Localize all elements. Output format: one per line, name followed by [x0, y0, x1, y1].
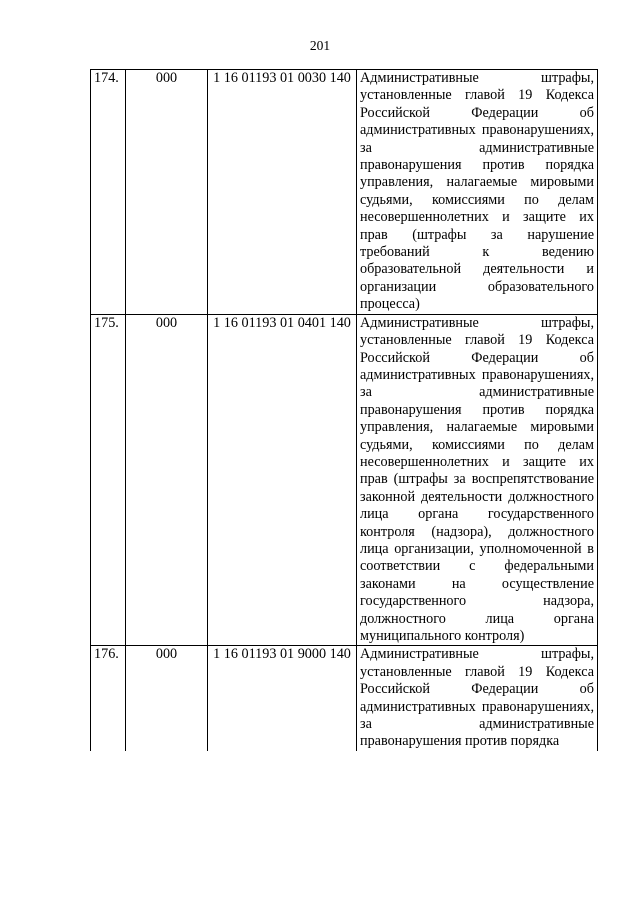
page-number: 201	[309, 38, 331, 53]
budget-classification-code: 1 16 01193 01 0401 140	[208, 314, 357, 646]
administrator-code: 000	[126, 314, 208, 646]
revenue-description: Административные штрафы, установленные главой 19 Кодекса Российской Федерации об административных правонарушениях, за административные правонарушения против порядка	[357, 646, 598, 751]
administrator-code: 000	[126, 646, 208, 751]
budget-classification-table	[90, 69, 598, 751]
budget-classification-code: 1 16 01193 01 9000 140	[208, 646, 357, 751]
table-row	[91, 70, 598, 315]
revenue-description: Административные штрафы, установленные главой 19 Кодекса Российской Федерации об административных правонарушениях, за административные правонарушения против порядка управления, налагаемые мировыми судьями, комиссиями по делам несовершеннолетних и защите их прав (штрафы за нарушение требований к ведению образовательной деятельности и организации образовательного процесса)	[357, 70, 598, 315]
row-number: 176.	[91, 646, 126, 751]
revenue-description: Административные штрафы, установленные главой 19 Кодекса Российской Федерации об административных правонарушениях, за административные правонарушения против порядка управления, налагаемые мировыми судьями, комиссиями по делам несовершеннолетних и защите их прав (штрафы за воспрепятствование законной деятельности должностного лица органа государственного контроля (надзора), должностного лица организации, уполномоченной в соответствии с федеральными законами на осуществление государственного надзора, должностного лица органа муниципального контроля)	[357, 314, 598, 646]
table-row	[91, 314, 598, 646]
row-number: 174.	[91, 70, 126, 315]
administrator-code: 000	[126, 70, 208, 315]
row-number: 175.	[91, 314, 126, 646]
table-row	[91, 646, 598, 751]
budget-classification-code: 1 16 01193 01 0030 140	[208, 70, 357, 315]
